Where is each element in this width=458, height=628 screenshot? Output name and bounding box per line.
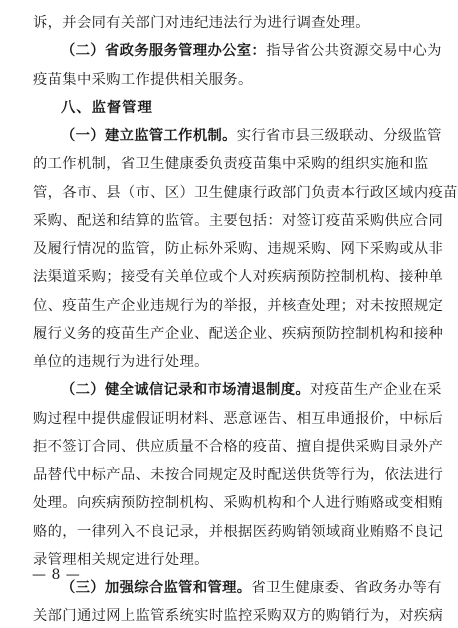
text-line [61, 576, 442, 600]
text-run: 及履行情况的监管，防止标外采购、违规采购、网下采购或从非 [33, 241, 444, 257]
bold-text-run: （二）健全诚信记录和市场清退制度。 [61, 382, 310, 399]
text-line [33, 435, 444, 459]
text-run: 关部门通过网上监管系统实时监控采购双方的购销行为，对疾病 [33, 608, 444, 625]
text-line [33, 294, 444, 318]
text-run: 位、疫苗生产企业违规行为的举报，并核查处理；对未按照规定 [33, 297, 444, 314]
text-line [33, 491, 444, 515]
text-run: 购过程中提供虚假证明材料、恶意诬告、相互串通报价，中标后 [33, 410, 444, 427]
text-run: 省卫生健康委、省政务办等有 [251, 580, 442, 596]
text-run: 实行省市县三级联动、分级监管 [236, 128, 442, 144]
text-line [61, 39, 442, 63]
text-line [61, 378, 442, 402]
text-run: 赂的，一律列入不良记录，并根据医药购销领域商业贿赂不良记 [33, 523, 444, 540]
text-run: 履行义务的疫苗生产企业、配送企业、疾病预防控制机构和接种 [33, 325, 444, 342]
text-line [33, 152, 429, 176]
text-line [33, 68, 425, 92]
text-run: 的工作机制，省卫生健康委负责疫苗集中采购的组织实施和监 [33, 156, 429, 173]
text-line [33, 265, 444, 289]
text-run: 疫苗集中采购工作提供相关服务。 [33, 71, 253, 88]
text-run: 单位的违规行为进行处理。 [33, 354, 209, 370]
text-line [33, 209, 444, 233]
text-line [61, 124, 442, 148]
text-line [33, 237, 444, 261]
text-line [33, 407, 444, 431]
text-run: 品替代中标产品、未按合同规定及时配送供货等行为，依法进行 [33, 467, 444, 483]
bold-text-run: （二）省政务服务管理办公室： [61, 43, 267, 60]
section-heading [61, 96, 425, 120]
text-run: 采购、配送和结算的监管。主要包括：对签订疫苗采购供应合同 [33, 212, 444, 229]
text-line [33, 463, 444, 487]
text-run: 录管理相关规定进行处理。 [33, 551, 209, 568]
text-run: 诉，并会同有关部门对违纪违法行为进行调查处理。 [33, 15, 370, 31]
text-line [33, 520, 444, 544]
text-run: 对疫苗生产企业在采 [310, 382, 442, 399]
bold-text-run: （三）加强综合监管和管理。 [61, 580, 252, 596]
text-line [33, 548, 425, 572]
text-run: 拒不签订合同、供应质量不合格的疫苗、擅自提供采购目录外产 [33, 438, 444, 455]
text-line [33, 604, 444, 628]
text-line [33, 350, 425, 374]
text-line [33, 11, 425, 35]
bold-text-run: （一）建立监管工作机制。 [61, 128, 237, 144]
text-run: 管，各市、县（市、区）卫生健康行政部门负责本行政区域内疫苗 [33, 184, 458, 201]
text-run: 法渠道采购；接受有关单位或个人对疾病预防控制机构、接种单 [33, 269, 444, 286]
page-number: — 8 — [32, 567, 81, 583]
text-run: 处理。向疾病预防控制机构、采购机构和个人进行贿赂或变相贿 [33, 495, 444, 512]
text-line [33, 322, 444, 346]
text-line [33, 181, 458, 205]
text-run: 指导省公共资源交易中心为 [266, 43, 442, 60]
bold-text-run: 八、监督管理 [61, 99, 153, 116]
